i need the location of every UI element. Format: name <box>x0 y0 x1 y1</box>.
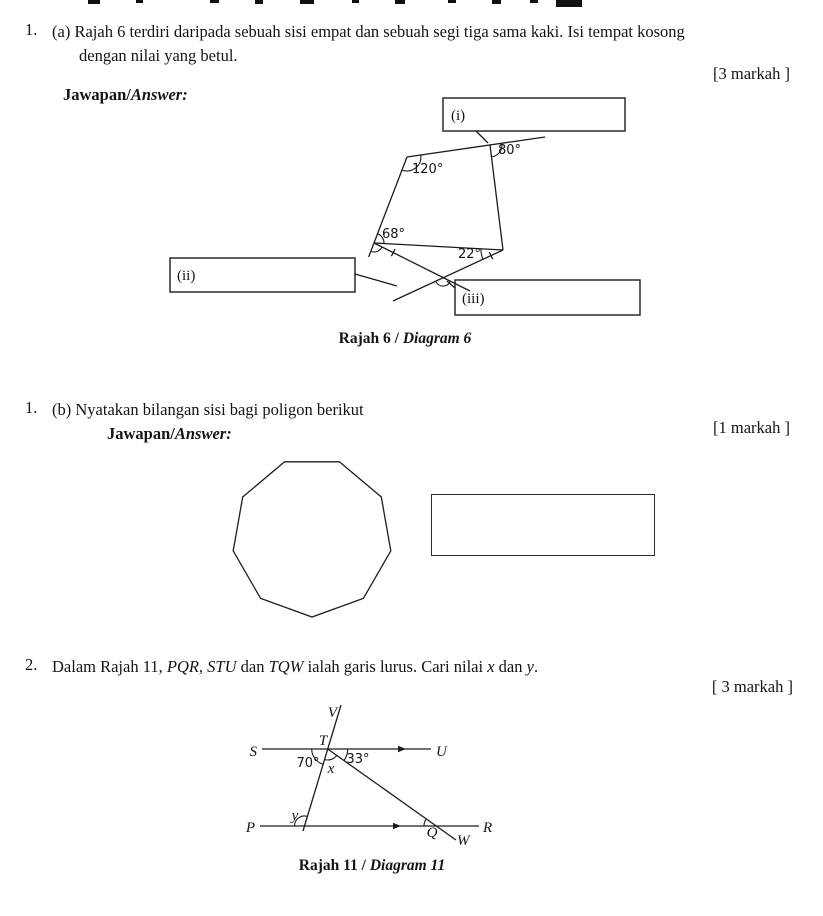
top-edge-extended <box>407 137 545 157</box>
diagram-6-caption: Rajah 6 / Diagram 6 <box>338 330 472 347</box>
q2-marks: [ 3 markah ] <box>711 677 793 696</box>
leader-i <box>476 131 488 143</box>
q1a-number: 1. <box>25 20 38 39</box>
answer-box-iii <box>447 280 640 315</box>
arc-x <box>325 755 337 760</box>
angle-80-label: 80° <box>498 143 522 158</box>
answer-box-ii <box>170 258 397 292</box>
q1a-answer-label: Jawapan/Answer: <box>63 85 188 104</box>
answer-box-i <box>443 98 625 143</box>
diagram-11-caption: Rajah 11 / Diagram 11 <box>298 857 446 874</box>
q1a-marks: [3 markah ] <box>713 64 790 83</box>
leader-ii <box>355 274 397 286</box>
label-t: T <box>318 733 328 749</box>
q1b-number: 1. <box>25 398 38 417</box>
q2-text: Dalam Rajah 11, PQR, STU dan TQW ialah garis lurus. Cari nilai x dan y. <box>52 657 539 676</box>
q1b-answer-box <box>431 494 655 556</box>
angle-y-label: y <box>291 808 299 824</box>
label-q: Q <box>426 825 438 841</box>
left-edge-extended <box>369 157 407 257</box>
q1a-line2: dengan nilai yang betul. <box>79 46 238 65</box>
angle-x-label: x <box>327 761 335 777</box>
angle-22-label: 22° <box>458 247 482 262</box>
q1b-text <box>52 398 702 422</box>
label-s: S <box>249 744 257 760</box>
answer-box-ii-label: (ii) <box>177 268 196 284</box>
nonagon-figure <box>225 450 405 625</box>
diagram-6 <box>160 90 680 335</box>
label-r: R <box>483 820 493 836</box>
q1b-line: Nyatakan bilangan sisi bagi poligon berikut <box>75 400 364 419</box>
angle-120-label: 120° <box>412 162 444 177</box>
answer-box-iii-label: (iii) <box>462 291 485 307</box>
label-w: W <box>457 833 470 849</box>
q1b-answer-label: Jawapan/Answer: <box>107 424 232 443</box>
angle-33-label: 33° <box>346 752 370 767</box>
arrow-pqr <box>393 823 401 829</box>
q1a-part: (a) <box>52 22 71 41</box>
q1a-text <box>52 20 772 68</box>
q1b-marks: [1 markah ] <box>713 418 790 437</box>
label-u: U <box>436 744 447 760</box>
q1b-part: (b) <box>52 400 72 419</box>
q2-number: 2. <box>25 655 38 674</box>
label-v: V <box>327 705 337 721</box>
answer-box-i-label: (i) <box>451 108 466 124</box>
angle-68-label: 68° <box>382 227 406 242</box>
nonagon-polygon <box>233 462 391 617</box>
triangle-side-right-extended <box>393 250 503 301</box>
right-edge <box>490 145 503 250</box>
arc-22 <box>481 249 483 259</box>
bottom-edge <box>374 243 503 250</box>
angle-70-label: 70° <box>296 756 320 771</box>
q1a-line1: Rajah 6 terdiri daripada sebuah sisi empat dan sebuah segi tiga sama kaki. Isi tempat kosong <box>74 22 685 41</box>
label-p: P <box>245 820 255 836</box>
arrow-stu <box>398 746 406 752</box>
diagram-11 <box>230 695 520 855</box>
